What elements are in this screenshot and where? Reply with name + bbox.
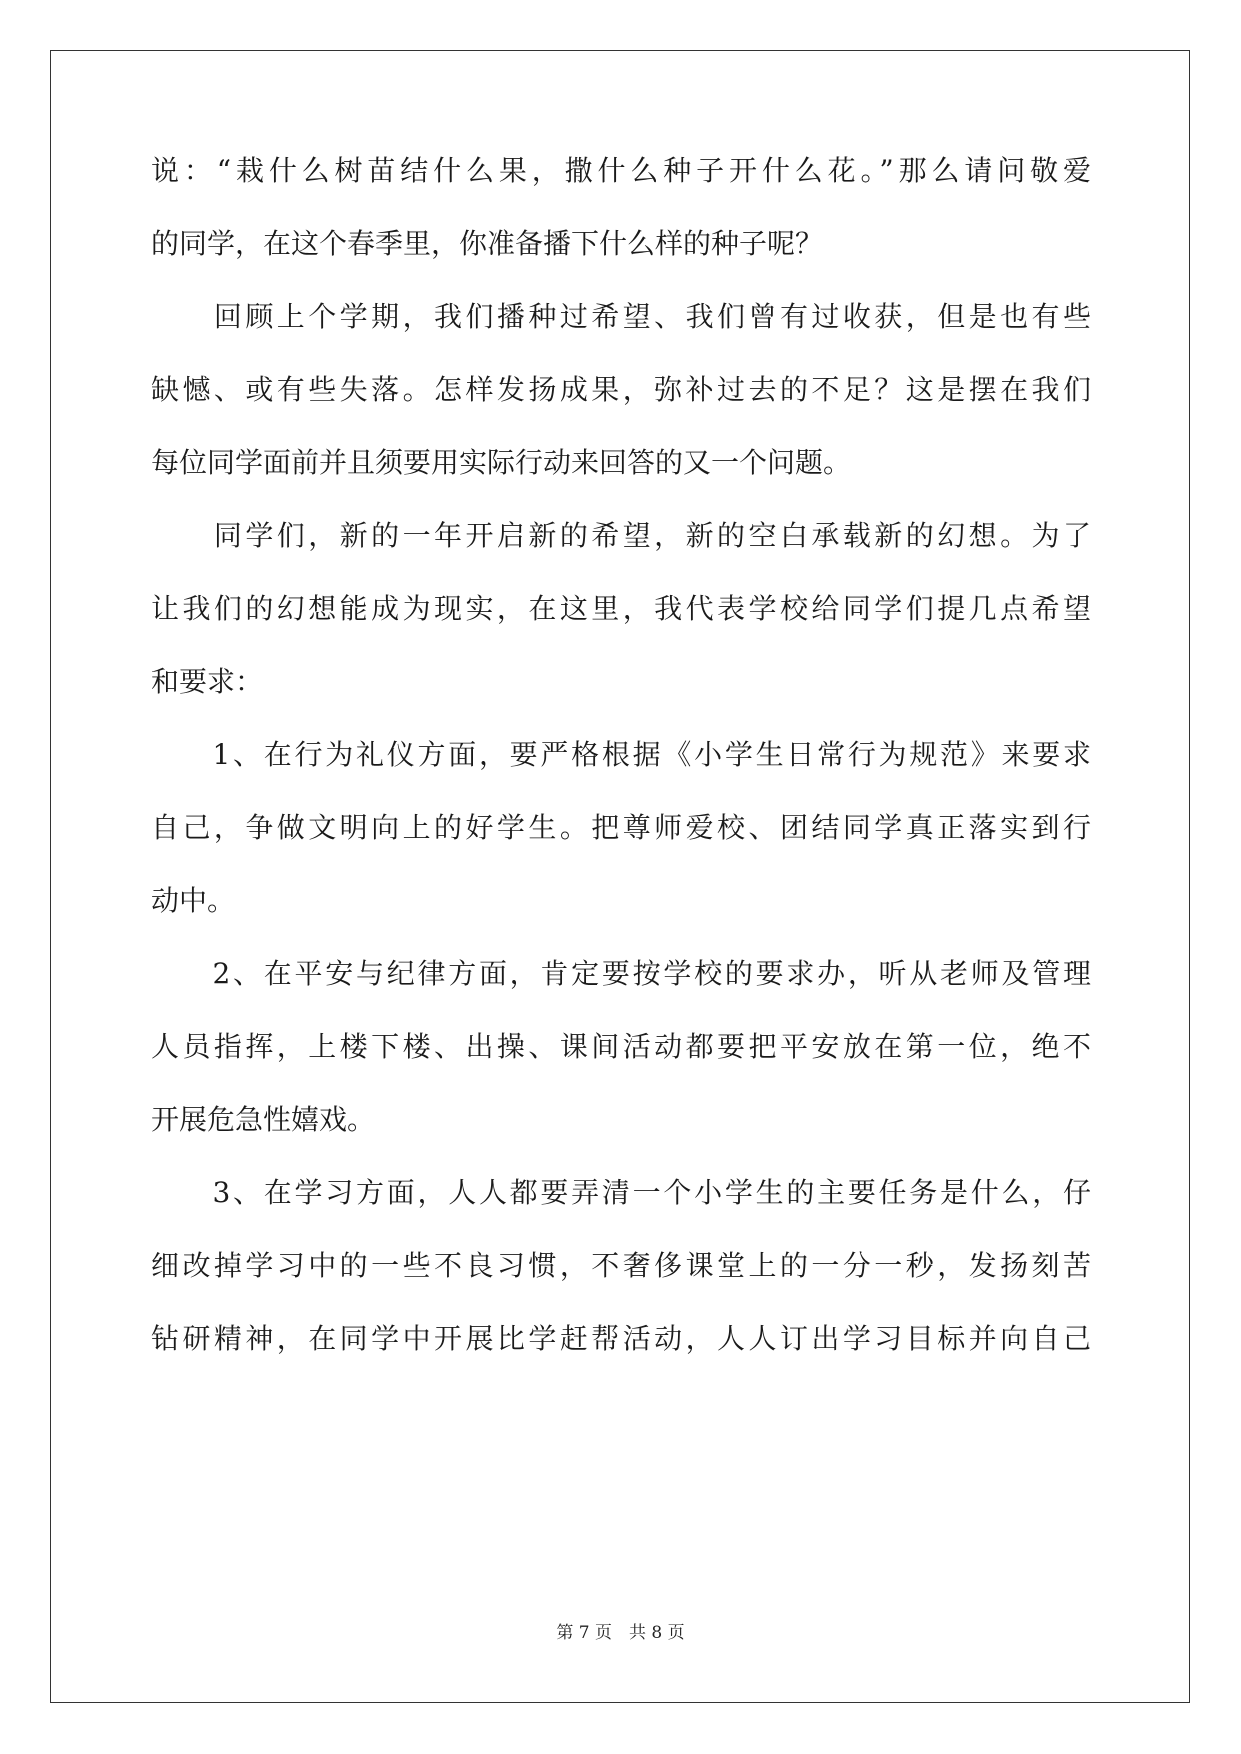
text-line: 1、在行为礼仪方面，要严格根据《小学生日常行为规范》来要求 <box>151 738 1091 771</box>
page-number-footer: 第 7 页 共 8 页 <box>556 1623 685 1643</box>
text-line: 缺憾、或有些失落。怎样发扬成果，弥补过去的不足？这是摆在我们 <box>151 373 1091 406</box>
text-line: 回顾上个学期，我们播种过希望、我们曾有过收获，但是也有些 <box>151 300 1091 333</box>
text-line: 2、在平安与纪律方面，肯定要按学校的要求办，听从老师及管理 <box>151 957 1091 990</box>
text-line: 开展危急性嬉戏。 <box>151 1103 376 1136</box>
text-line: 同学们，新的一年开启新的希望，新的空白承载新的幻想。为了 <box>151 519 1091 552</box>
text-line: 自己，争做文明向上的好学生。把尊师爱校、团结同学真正落实到行 <box>151 811 1091 844</box>
text-line: 的同学，在这个春季里，你准备播下什么样的种子呢？ <box>151 227 824 260</box>
text-line: 动中。 <box>151 884 236 917</box>
text-line: 细改掉学习中的一些不良习惯，不奢侈课堂上的一分一秒，发扬刻苦 <box>151 1249 1091 1282</box>
text-line: 每位同学面前并且须要用实际行动来回答的又一个问题。 <box>151 446 852 479</box>
text-line: 让我们的幻想能成为现实，在这里，我代表学校给同学们提几点希望 <box>151 592 1091 625</box>
text-line: 人员指挥，上楼下楼、出操、课间活动都要把平安放在第一位，绝不 <box>151 1030 1091 1063</box>
text-line: 说：“栽什么树苗结什么果，撒什么种子开什么花。”那么请问敬爱 <box>151 154 1091 187</box>
text-line: 和要求： <box>151 665 264 698</box>
text-line: 3、在学习方面，人人都要弄清一个小学生的主要任务是什么，仔 <box>151 1176 1091 1209</box>
text-line: 钻研精神，在同学中开展比学赶帮活动，人人订出学习目标并向自己 <box>151 1322 1091 1355</box>
